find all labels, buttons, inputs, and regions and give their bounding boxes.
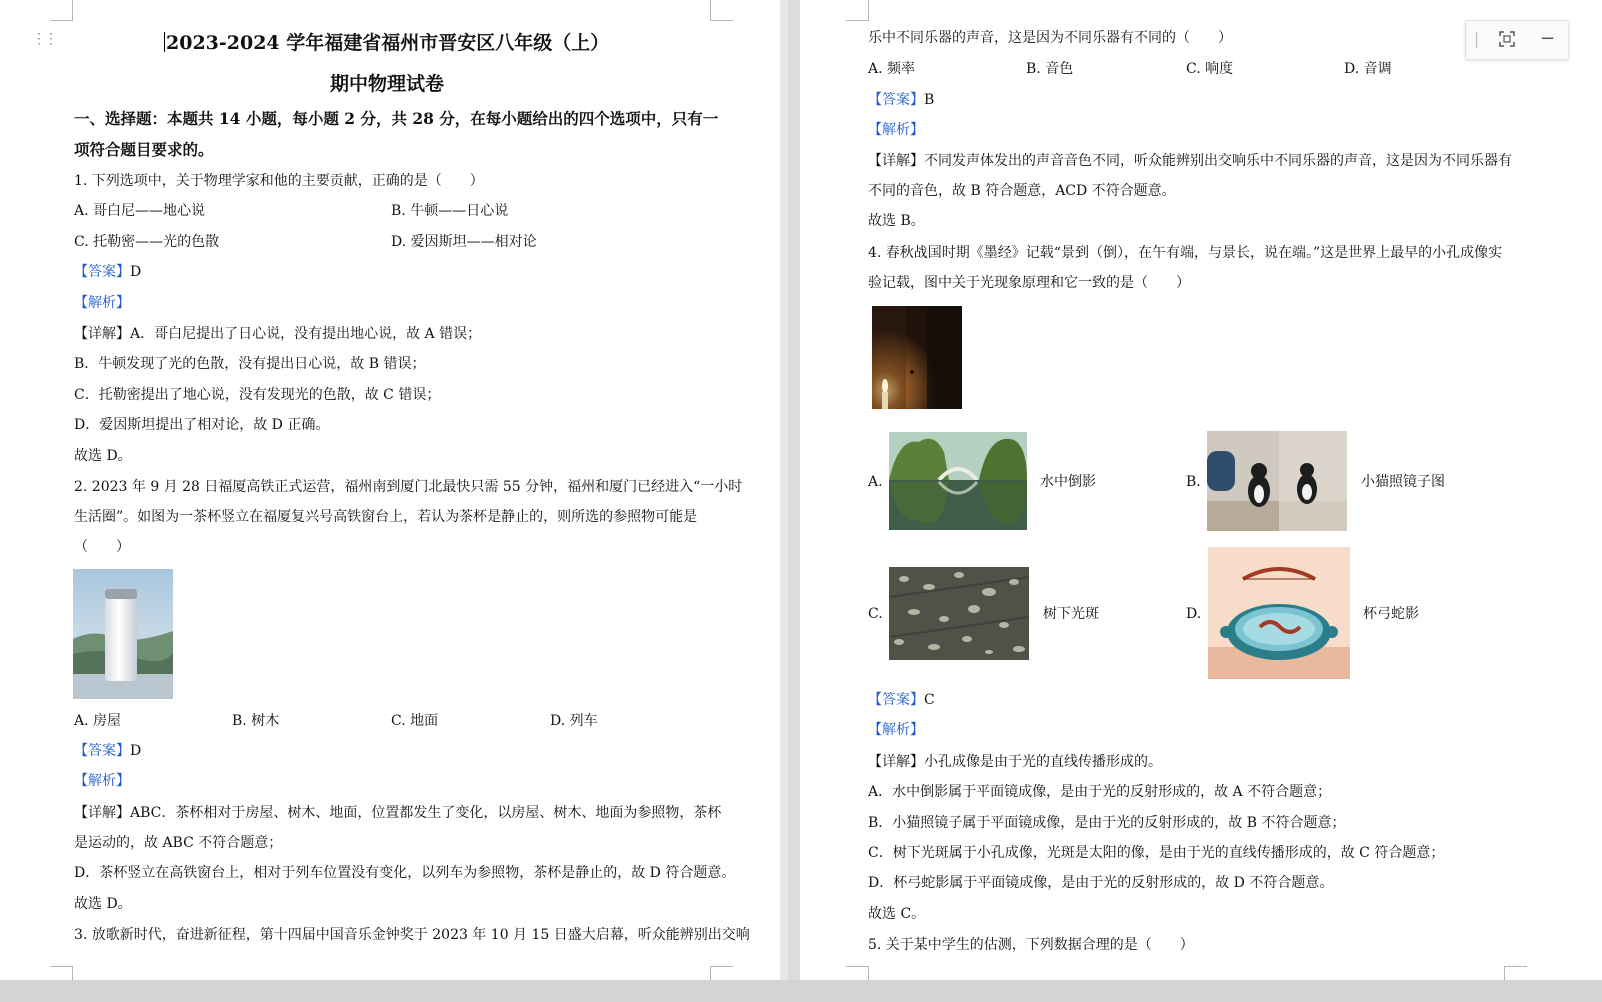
page-corner-mark xyxy=(50,0,73,21)
section-heading-cont: 项符合题目要求的。 xyxy=(74,140,214,159)
question-4-stem-cont: 验记载，图中关于光现象原理和它一致的是（ ） xyxy=(868,275,1190,291)
q3-detail: 【详解】不同发声体发出的声音音色不同，听众能辨别出交响乐中不同乐器的声音，这是因为不同乐器有 xyxy=(868,153,1512,169)
q1-detail: C．托勒密提出了地心说，没有发现光的色散，故 C 错误； xyxy=(74,387,441,403)
page-corner-mark xyxy=(1504,966,1527,980)
page-corner-mark xyxy=(846,0,869,21)
q2-option-b: B. 树木 xyxy=(232,713,280,729)
q4-detail: 【详解】小孔成像是由于光的直线传播形成的。 xyxy=(868,754,1162,770)
answer-tag: 【答案】 xyxy=(74,264,130,280)
q2-option-d: D. 列车 xyxy=(550,713,598,729)
question-5-stem: 5. 关于某中学生的估测，下列数据合理的是（ ） xyxy=(868,937,1194,953)
q2-analysis-tag: 【解析】 xyxy=(74,773,130,789)
q2-option-a: A. 房屋 xyxy=(74,713,122,729)
floating-view-toolbar xyxy=(1465,20,1569,60)
divider-icon: | xyxy=(1474,30,1480,48)
question-2-stem-cont: 生活圈”。如图为一茶杯竖立在福厦复兴号高铁窗台上，若认为茶杯是静止的，则所选的参照物可能是 xyxy=(74,509,698,525)
q2-detail: 是运动的，故 ABC 不符合题意； xyxy=(74,835,283,851)
document-page-left xyxy=(0,0,780,980)
q4-detail: D．杯弓蛇影属于平面镜成像，是由于光的反射形成的，故 D 不符合题意。 xyxy=(868,875,1334,891)
document-page-right xyxy=(800,0,1602,980)
q4-answer xyxy=(868,690,935,710)
q4-detail: B．小猫照镜子属于平面镜成像，是由于光的反射形成的，故 B 不符合题意； xyxy=(868,815,1346,831)
question-2-stem: 2. 2023 年 9 月 28 日福厦高铁正式运营，福州南到厦门北最快只需 55 分钟，福州和厦门已经进入“一小时 xyxy=(74,479,743,495)
q4-option-b-letter: B. xyxy=(1186,474,1201,490)
q3-option-c: C. 响度 xyxy=(1186,61,1234,77)
q2-detail: 【详解】ABC．茶杯相对于房屋、树木、地面，位置都发生了变化，以房屋、树木、地面为参照物，茶杯 xyxy=(74,805,722,821)
q1-option-c: C. 托勒密——光的色散 xyxy=(74,234,220,250)
q2-option-c: C. 地面 xyxy=(391,713,439,729)
answer-value: D xyxy=(130,264,142,280)
q2-detail: D．茶杯竖立在高铁窗台上，相对于列车位置没有变化，以列车为参照物，茶杯是静止的，故 D 符合题意。 xyxy=(74,865,736,881)
q3-answer xyxy=(868,90,934,110)
drag-handle-icon[interactable]: ⋮⋮ xyxy=(32,31,56,47)
q1-detail: D．爱因斯坦提出了相对论，故 D 正确。 xyxy=(74,417,330,433)
q4-detail: C．树下光斑属于小孔成像，光斑是太阳的像，是由于光的直线传播形成的，故 C 符合题意； xyxy=(868,845,1445,861)
answer-tag: 【答案】 xyxy=(868,92,924,108)
tree-light-spots-photo[interactable] xyxy=(889,567,1029,660)
q4-option-c-label: 树下光斑 xyxy=(1043,606,1099,622)
q1-option-d: D. 爱因斯坦——相对论 xyxy=(391,234,537,250)
q1-analysis-tag: 【解析】 xyxy=(74,295,130,311)
question-1-stem: 1. 下列选项中，关于物理学家和他的主要贡献，正确的是（ ） xyxy=(74,173,484,189)
answer-value: D xyxy=(130,743,142,759)
q3-detail: 不同的音色，故 B 符合题意，ACD 不符合题意。 xyxy=(868,183,1176,199)
q4-option-d-letter: D. xyxy=(1186,606,1202,622)
q4-analysis-tag: 【解析】 xyxy=(868,722,924,738)
answer-value: C xyxy=(924,692,935,708)
teacup-train-photo[interactable] xyxy=(73,569,173,699)
section-heading: 一、选择题：本题共 14 小题，每小题 2 分，共 28 分，在每小题给出的四个选项中，只有一 xyxy=(74,109,719,128)
q3-conclusion: 故选 B。 xyxy=(868,213,925,229)
q1-option-b: B. 牛顿——日心说 xyxy=(391,203,509,219)
q2-answer xyxy=(74,741,141,761)
text-cursor xyxy=(164,32,165,52)
answer-value: B xyxy=(924,92,935,108)
q3-stem-cont: 乐中不同乐器的声音，这是因为不同乐器有不同的（ ） xyxy=(868,30,1232,46)
q4-conclusion: 故选 C。 xyxy=(868,906,926,922)
bow-snake-cup-illustration[interactable] xyxy=(1208,547,1350,679)
q1-conclusion: 故选 D。 xyxy=(74,448,132,464)
q1-answer xyxy=(74,262,141,282)
q3-option-b: B. 音色 xyxy=(1026,61,1074,77)
question-2-stem-cont: （ ） xyxy=(74,539,130,555)
pinhole-candle-photo[interactable] xyxy=(872,306,962,409)
q4-option-a-letter: A. xyxy=(868,474,883,490)
q1-detail: 【详解】A．哥白尼提出了日心说，没有提出地心说，故 A 错误； xyxy=(74,326,482,342)
fit-screen-icon[interactable] xyxy=(1498,30,1516,52)
answer-tag: 【答案】 xyxy=(74,743,130,759)
answer-tag: 【答案】 xyxy=(868,692,924,708)
minimize-icon[interactable]: − xyxy=(1540,28,1556,49)
q4-option-a-label: 水中倒影 xyxy=(1040,474,1096,490)
water-reflection-photo[interactable] xyxy=(889,432,1027,530)
question-4-stem: 4. 春秋战国时期《墨经》记载“景到（倒），在午有端，与景长，说在端。”这是世界上最早的小孔成像实 xyxy=(868,245,1503,261)
page-corner-mark xyxy=(50,966,73,980)
document-subtitle: 期中物理试卷 xyxy=(330,73,445,95)
bottom-status-strip xyxy=(0,980,1602,1002)
q1-option-a: A. 哥白尼——地心说 xyxy=(74,203,206,219)
page-corner-mark xyxy=(846,966,869,980)
page-corner-mark xyxy=(710,0,733,21)
cat-mirror-photo[interactable] xyxy=(1207,431,1347,531)
q4-option-b-label: 小猫照镜子图 xyxy=(1361,474,1445,490)
q3-analysis-tag: 【解析】 xyxy=(868,122,924,138)
q4-option-d-label: 杯弓蛇影 xyxy=(1363,606,1419,622)
vertical-scrollbar[interactable] xyxy=(780,0,788,980)
q2-conclusion: 故选 D。 xyxy=(74,896,132,912)
q1-detail: B．牛顿发现了光的色散，没有提出日心说，故 B 错误； xyxy=(74,356,426,372)
q3-option-d: D. 音调 xyxy=(1344,61,1392,77)
q4-option-c-letter: C. xyxy=(868,606,883,622)
document-title xyxy=(164,30,609,56)
question-3-stem: 3. 放歌新时代，奋进新征程，第十四届中国音乐金钟奖于 2023 年 10 月 15 日盛大启幕，听众能辨别出交响 xyxy=(74,927,750,943)
page-corner-mark xyxy=(710,966,733,980)
q3-option-a: A. 频率 xyxy=(868,61,916,77)
title-text: 2023-2024 学年福建省福州市晋安区八年级（上） xyxy=(166,32,610,54)
q4-detail: A．水中倒影属于平面镜成像，是由于光的反射形成的，故 A 不符合题意； xyxy=(868,784,1332,800)
